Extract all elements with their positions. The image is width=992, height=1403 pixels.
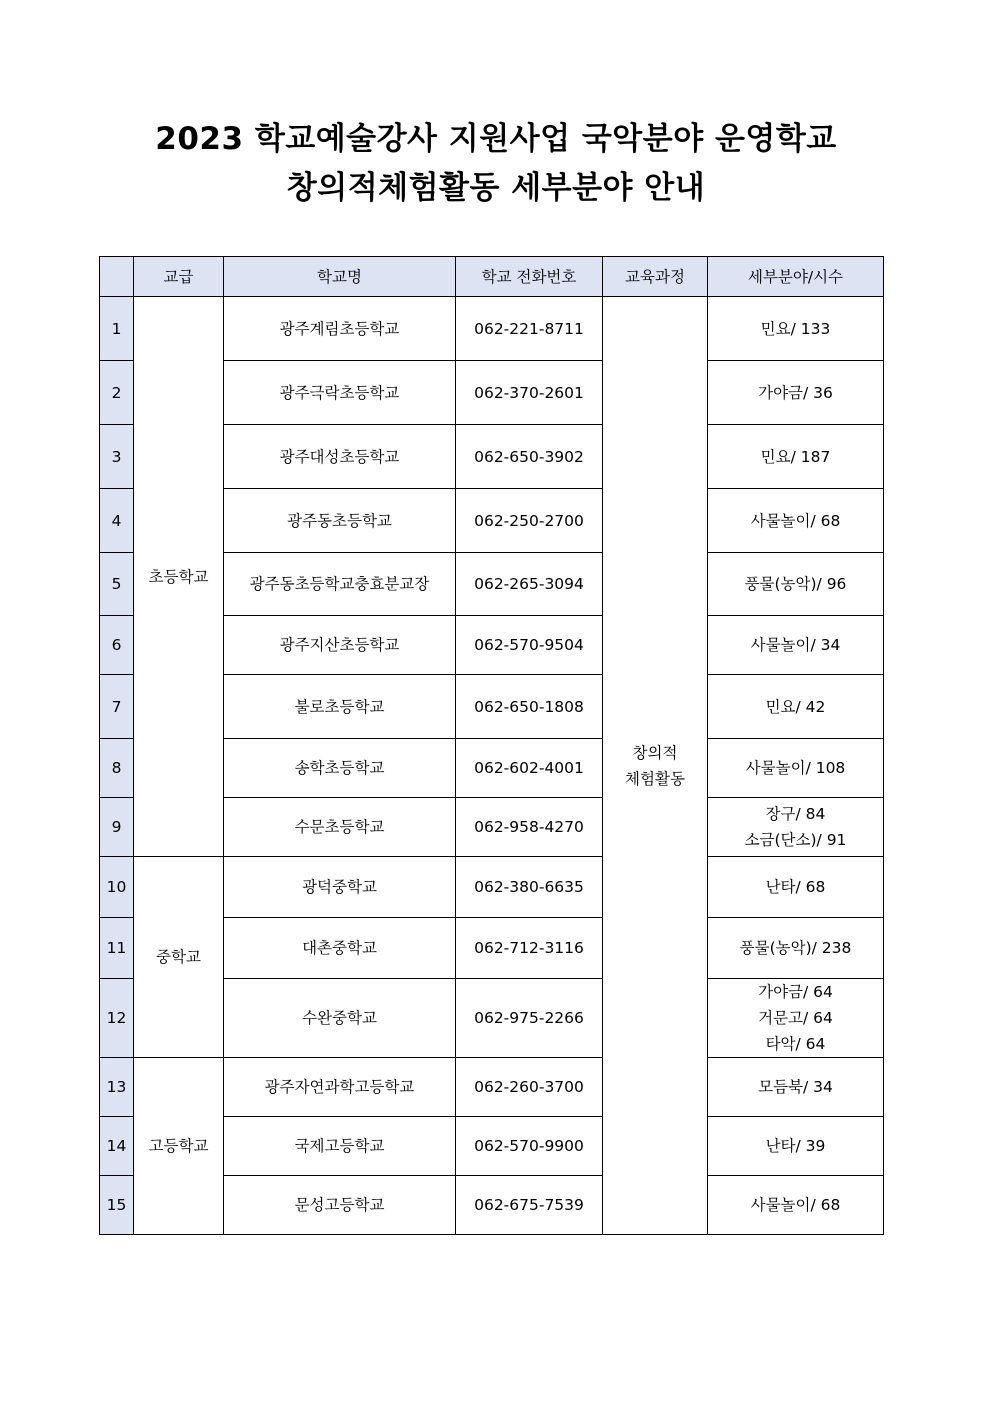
row-number: 13 [100,1058,134,1117]
header-school: 학교명 [224,257,456,297]
school-name: 국제고등학교 [224,1117,456,1176]
detail-cell [708,1117,884,1176]
header-curriculum: 교육과정 [603,257,708,297]
detail-cell [708,297,884,361]
school-name: 문성고등학교 [224,1176,456,1235]
detail-line: 사물놀이/ 108 [745,759,846,777]
detail-cell [708,857,884,918]
school-name: 대촌중학교 [224,918,456,979]
detail-cell [708,616,884,675]
detail-line: 타악/ 64 [765,1035,826,1053]
school-name: 광주동초등학교충효분교장 [224,553,456,616]
detail-line: 민요/ 133 [760,319,831,338]
row-number: 1 [100,297,134,361]
school-phone: 062-570-9504 [456,616,603,675]
school-phone: 062-250-2700 [456,489,603,553]
school-phone: 062-602-4001 [456,739,603,798]
header-level: 교급 [134,257,224,297]
detail-cell [708,361,884,425]
school-phone: 062-675-7539 [456,1176,603,1235]
school-phone: 062-265-3094 [456,553,603,616]
row-number: 11 [100,918,134,979]
detail-cell [708,1058,884,1117]
school-phone: 062-712-3116 [456,918,603,979]
school-level-cell: 초등학교 [134,297,224,857]
row-number: 7 [100,675,134,739]
header-number [100,257,134,297]
row-number: 10 [100,857,134,918]
table-header-row [100,257,884,297]
detail-cell [708,979,884,1058]
row-number: 8 [100,739,134,798]
detail-line: 사물놀이/ 68 [750,511,841,530]
detail-cell [708,1176,884,1235]
school-name: 수문초등학교 [224,798,456,857]
row-number: 5 [100,553,134,616]
school-phone: 062-380-6635 [456,857,603,918]
school-name: 광주자연과학고등학교 [224,1058,456,1117]
row-number: 12 [100,979,134,1058]
row-number: 9 [100,798,134,857]
school-name: 송학초등학교 [224,739,456,798]
row-number: 3 [100,425,134,489]
detail-line: 가야금/ 36 [758,383,833,402]
curriculum-line: 체험활동 [625,769,685,788]
school-phone: 062-570-9900 [456,1117,603,1176]
row-number: 2 [100,361,134,425]
detail-cell [708,918,884,979]
school-phone: 062-650-3902 [456,425,603,489]
detail-line: 가야금/ 64 [758,983,833,1001]
school-level-cell: 고등학교 [134,1058,224,1235]
detail-line: 풍물(농악)/ 96 [744,575,847,593]
detail-line: 모듬북/ 34 [758,1078,833,1096]
detail-line: 민요/ 187 [760,447,831,466]
detail-line: 사물놀이/ 68 [750,1196,841,1214]
school-table [99,256,884,1235]
header-phone: 학교 전화번호 [456,257,603,297]
table-row [100,297,884,361]
curriculum-cell [603,297,708,1235]
row-number: 6 [100,616,134,675]
school-phone: 062-370-2601 [456,361,603,425]
detail-line: 난타/ 68 [765,878,826,896]
table-row [100,857,884,918]
detail-cell [708,739,884,798]
school-name: 광주동초등학교 [224,489,456,553]
detail-line: 사물놀이/ 34 [750,636,841,654]
school-name: 불로초등학교 [224,675,456,739]
header-detail: 세부분야/시수 [708,257,884,297]
detail-line: 민요/ 42 [765,697,826,716]
school-phone: 062-221-8711 [456,297,603,361]
school-name: 광주극락초등학교 [224,361,456,425]
document-title-line1: 2023 학교예술강사 지원사업 국악분야 운영학교 [155,121,837,157]
detail-cell [708,798,884,857]
detail-line: 풍물(농악)/ 238 [739,939,852,957]
curriculum-line: 창의적 [632,743,678,762]
detail-cell [708,489,884,553]
detail-line: 장구/ 84 [765,805,826,823]
detail-cell [708,675,884,739]
school-name: 광덕중학교 [224,857,456,918]
school-name: 광주대성초등학교 [224,425,456,489]
detail-cell [708,553,884,616]
school-phone: 062-260-3700 [456,1058,603,1117]
row-number: 4 [100,489,134,553]
school-name: 광주지산초등학교 [224,616,456,675]
school-level-cell: 중학교 [134,857,224,1058]
document-title-line2: 창의적체험활동 세부분야 안내 [286,170,706,206]
school-name: 수완중학교 [224,979,456,1058]
detail-cell [708,425,884,489]
school-name: 광주계림초등학교 [224,297,456,361]
table-row [100,1058,884,1117]
school-phone: 062-958-4270 [456,798,603,857]
detail-line: 소금(단소)/ 91 [744,831,847,849]
row-number: 15 [100,1176,134,1235]
school-phone: 062-650-1808 [456,675,603,739]
row-number: 14 [100,1117,134,1176]
detail-line: 난타/ 39 [765,1137,826,1155]
school-phone: 062-975-2266 [456,979,603,1058]
detail-line: 거문고/ 64 [758,1009,833,1027]
